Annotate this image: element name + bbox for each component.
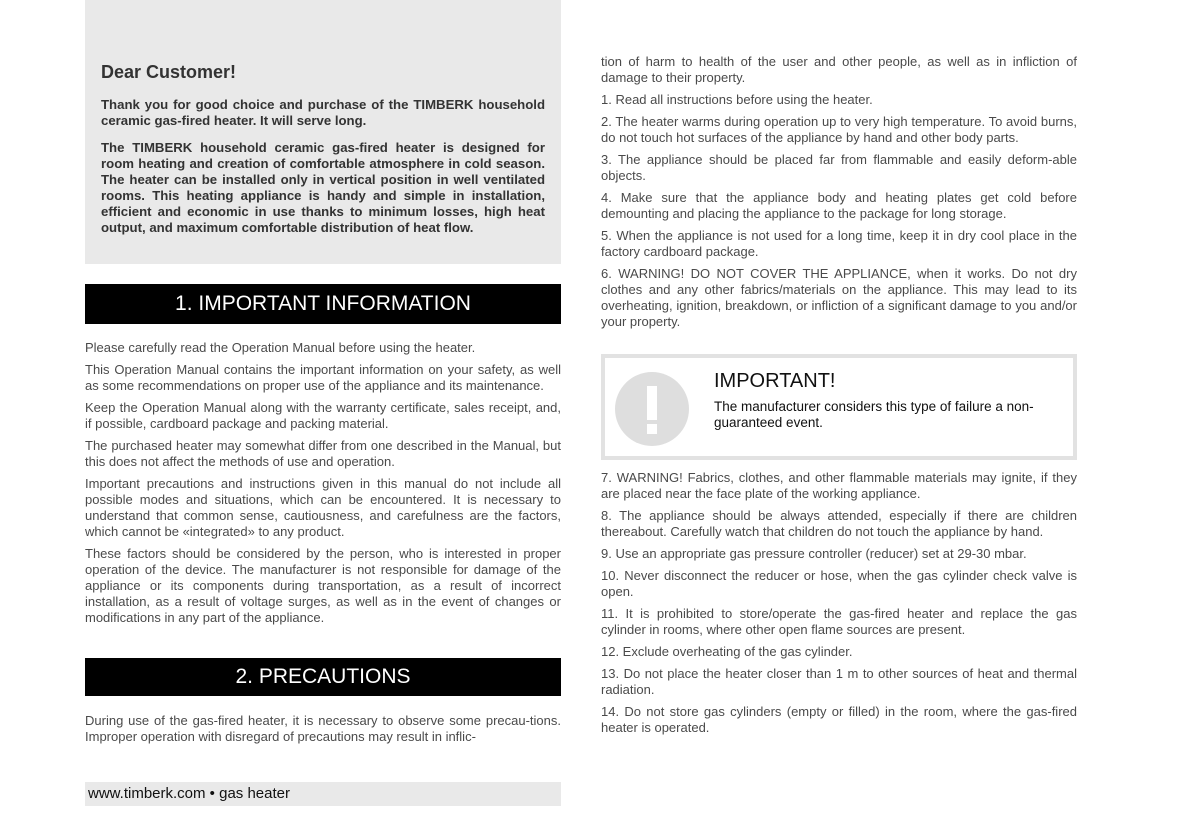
list-item: 8. The appliance should be always attended, especially if there are children thereabout. Carefully watch that children do not touch the appliance by hand. — [601, 508, 1077, 539]
footer-website: www.timberk.com • gas heater — [85, 782, 561, 806]
list-item: 7. WARNING! Fabrics, clothes, and other flammable materials may ignite, if they are placed near the face plate of the working appliance. — [601, 470, 1077, 501]
section1-paragraph: Keep the Operation Manual along with the warranty certificate, sales receipt, and, if possible, cardboard package and packing material. — [85, 400, 561, 431]
important-notice-box — [601, 354, 1077, 460]
list-item: 14. Do not store gas cylinders (empty or filled) in the room, where the gas-fired heater is operated. — [601, 704, 1077, 735]
list-item: 3. The appliance should be placed far from flammable and easily deform-able objects. — [601, 152, 1077, 183]
list-item: 2. The heater warms during operation up to very high temperature. To avoid burns, do not touch hot surfaces of the appliance by hand and other body parts. — [601, 114, 1077, 145]
exclamation-icon — [615, 372, 689, 446]
section2-intro: During use of the gas-fired heater, it is necessary to observe some precau-tions. Improper operation with disregard of precautions may result in inflic- — [85, 713, 561, 744]
section-heading-important-information: 1. IMPORTANT INFORMATION — [85, 284, 561, 324]
section1-paragraph: This Operation Manual contains the important information on your safety, as well as some recommendations on proper use of the appliance and its maintenance. — [85, 362, 561, 393]
list-item: 9. Use an appropriate gas pressure controller (reducer) set at 29-30 mbar. — [601, 546, 1027, 561]
list-item: 13. Do not place the heater closer than 1 m to other sources of heat and thermal radiation. — [601, 666, 1077, 697]
list-item: 12. Exclude overheating of the gas cylinder. — [601, 644, 853, 659]
list-item: 4. Make sure that the appliance body and heating plates get cold before demounting and placing the appliance to the package for long storage. — [601, 190, 1077, 221]
list-item: 5. When the appliance is not used for a long time, keep it in dry cool place in the factory cardboard package. — [601, 228, 1077, 259]
important-text: The manufacturer considers this type of failure a non-guaranteed event. — [714, 399, 1034, 430]
section1-paragraph: The purchased heater may somewhat differ from one described in the Manual, but this does not affect the methods of use and operation. — [85, 438, 561, 469]
list-item: 6. WARNING! DO NOT COVER THE APPLIANCE, when it works. Do not dry clothes and any other fabrics/materials on the appliance. This may lead to its overheating, ignition, breakdown, or infliction of a significant damage to you and/or your property. — [601, 266, 1077, 329]
section-heading-precautions: 2. PRECAUTIONS — [85, 658, 561, 696]
section1-body — [85, 340, 561, 632]
precautions-list-bottom — [601, 470, 1077, 742]
intro-paragraph: The TIMBERK household ceramic gas-fired heater is designed for room heating and creation of comfortable atmosphere in cold season. The heater can be installed only in vertical position in well ventilated rooms. This heating appliance is handy and simple in installation, efficient and economic in use thanks to minimum losses, high heat output, and maximum comfortable distribution of heat flow. — [101, 140, 545, 235]
intro-paragraph: Thank you for good choice and purchase of the TIMBERK household ceramic gas-fired heater. It will serve long. — [101, 97, 545, 128]
section1-paragraph: Important precautions and instructions given in this manual do not include all possible modes and situations, which can be encountered. It is necessary to understand that common sense, cautiousness, and carefulness are the factors, which cannot be «integrated» to any product. — [85, 476, 561, 539]
section1-paragraph: These factors should be considered by the person, who is interested in proper operation of the device. The manufacturer is not responsible for damage of the appliance or its components during transportation, as a result of incorrect installation, as a result of voltage surges, as well as in the event of changes or modifications in any part of the appliance. — [85, 546, 561, 625]
section1-paragraph: Please carefully read the Operation Manual before using the heater. — [85, 340, 476, 355]
intro-title: Dear Customer! — [101, 62, 237, 82]
list-item: tion of harm to health of the user and other people, as well as in infliction of damage to their property. — [601, 54, 1077, 85]
important-title: IMPORTANT! — [714, 370, 836, 392]
intro-box — [85, 0, 561, 264]
list-item: 1. Read all instructions before using the heater. — [601, 92, 873, 107]
list-item: 11. It is prohibited to store/operate the gas-fired heater and replace the gas cylinder in rooms, where other open flame sources are present. — [601, 606, 1077, 637]
section2-body — [85, 713, 561, 751]
precautions-list-top — [601, 54, 1077, 336]
list-item: 10. Never disconnect the reducer or hose, when the gas cylinder check valve is open. — [601, 568, 1077, 599]
